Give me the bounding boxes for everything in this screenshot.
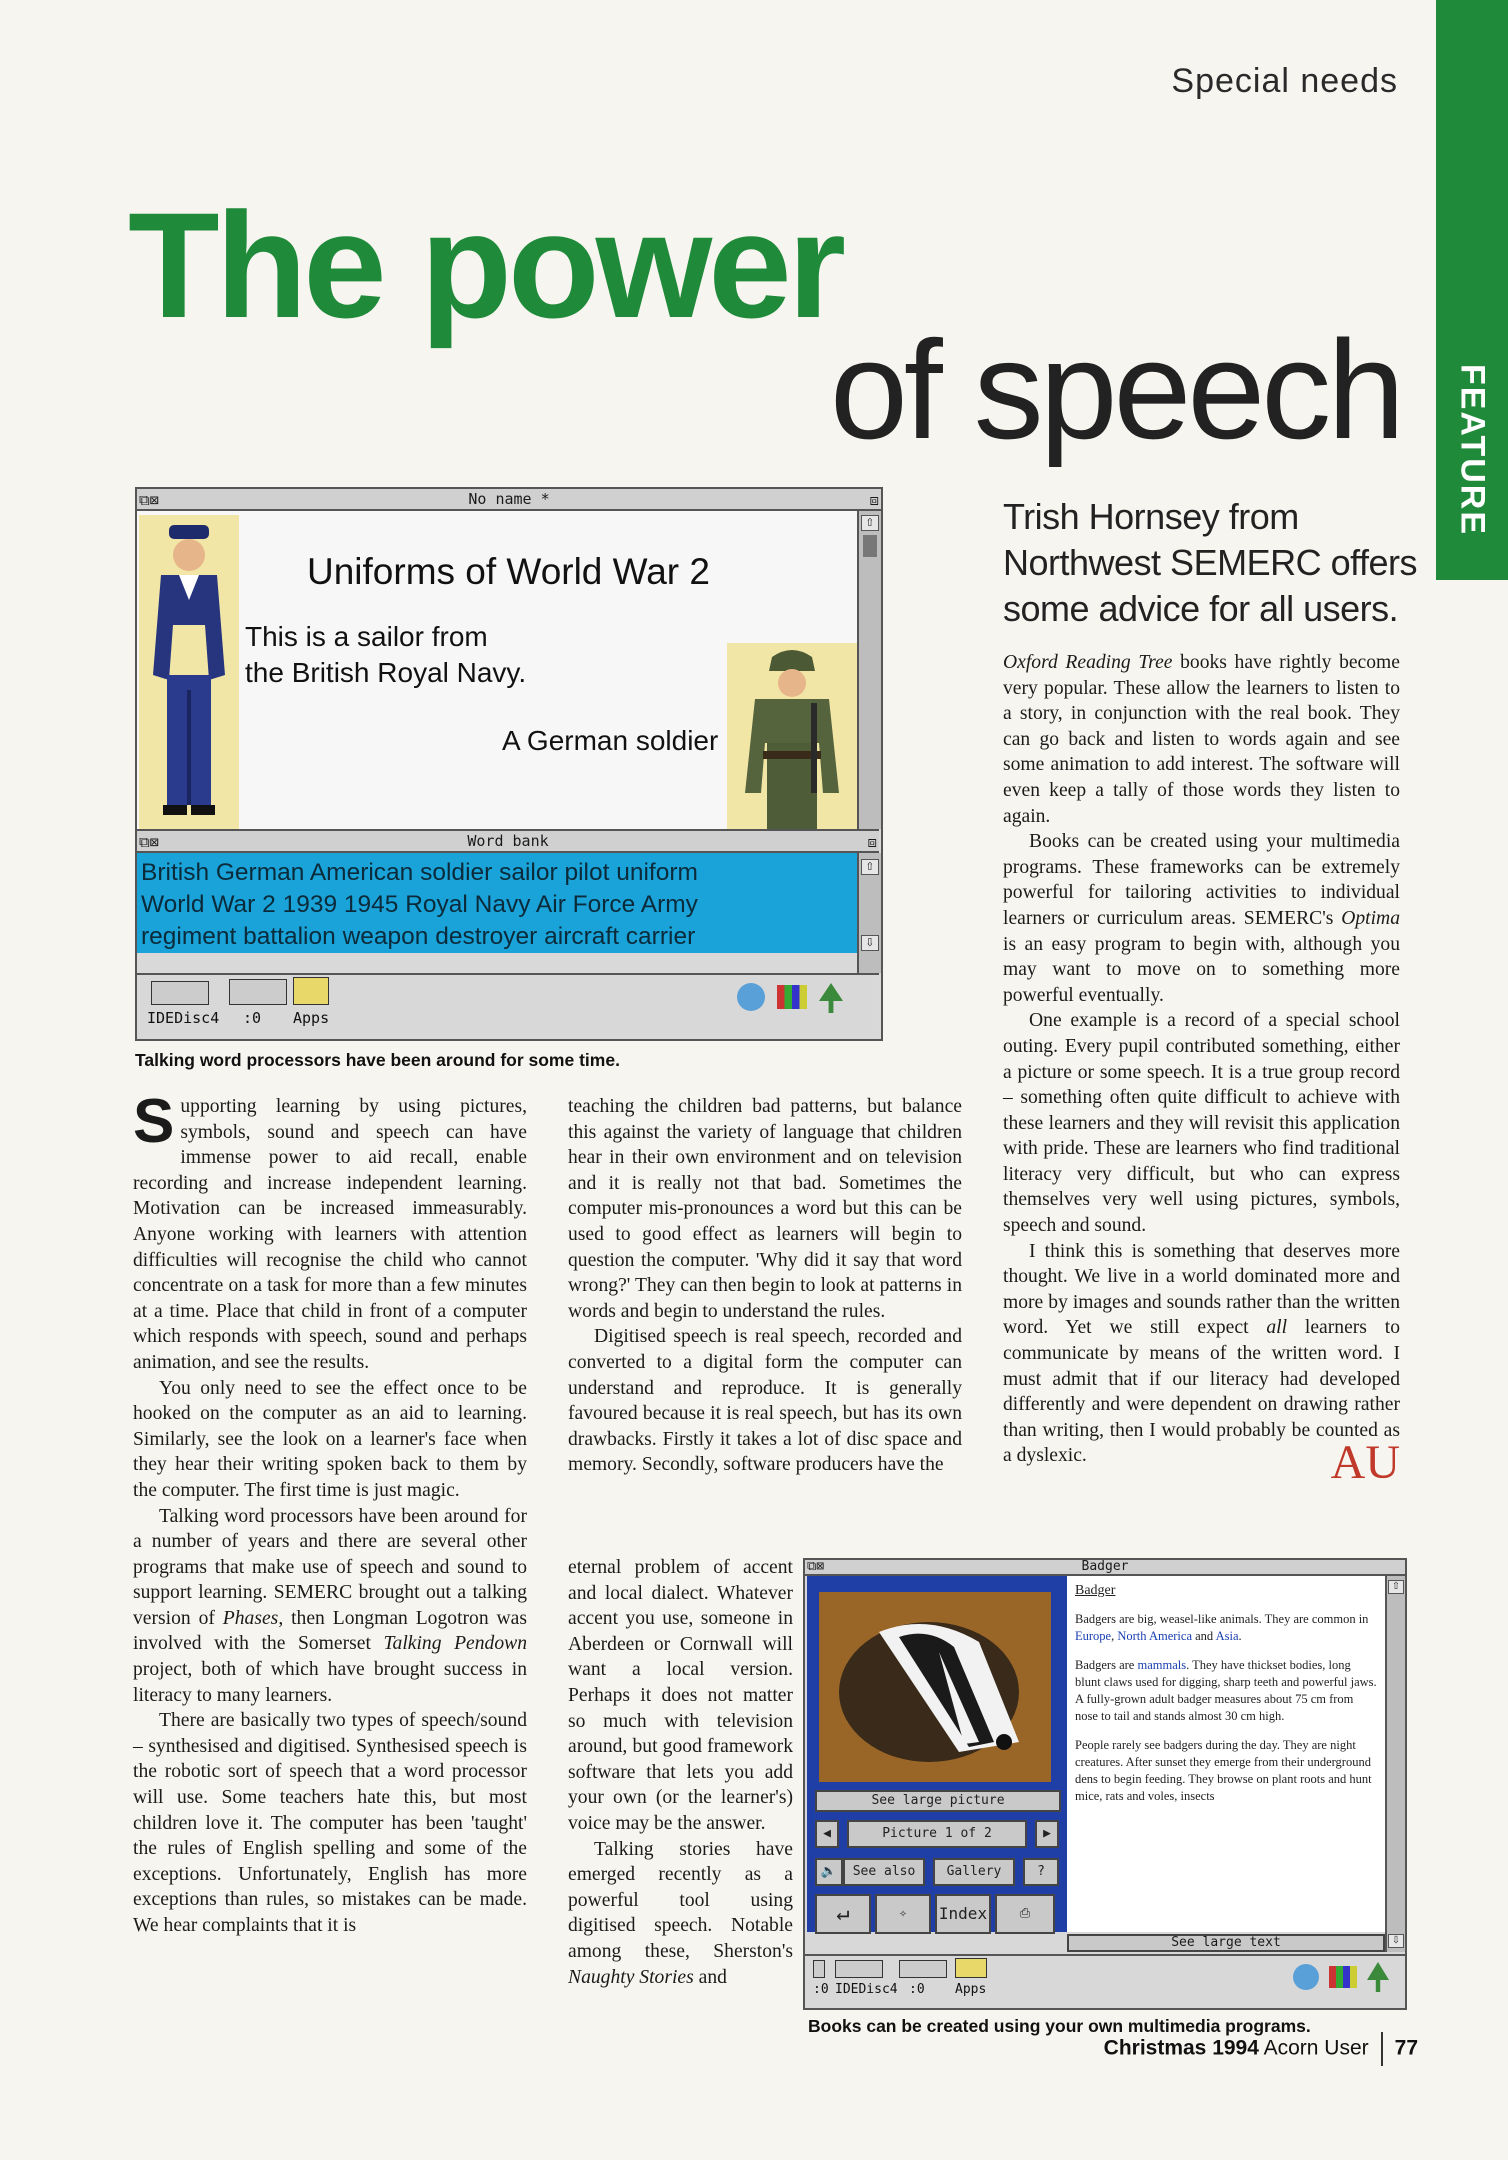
wordbank-scroll-down-icon[interactable]: ⇩ <box>861 935 879 951</box>
title-italic: Oxford Reading Tree <box>1003 652 1173 673</box>
picture-counter: Picture 1 of 2 <box>847 1820 1027 1848</box>
print-icon[interactable]: ⎙ <box>995 1894 1055 1934</box>
harddisc-icon[interactable] <box>151 981 209 1005</box>
drop-cap: S <box>133 1087 175 1156</box>
display-manager-icon[interactable] <box>777 985 807 1009</box>
s2-floppy-icon[interactable] <box>813 1960 825 1978</box>
s2-scroll-up-icon[interactable]: ⇧ <box>1388 1580 1404 1594</box>
wordbank-scrollbar[interactable] <box>857 853 881 973</box>
s2-iconbar-drive0-label: :0 <box>813 1982 829 1997</box>
paragraph-text: Books can be created using your multimedia programs. These frameworks can be extremely powerful for tailoring activities to individual learners or curriculum areas. SEMERC's <box>1003 831 1400 929</box>
headline-line-2: of speech <box>830 311 1402 468</box>
prev-picture-icon[interactable]: ◀ <box>815 1820 839 1848</box>
paragraph <box>1003 1239 1400 1490</box>
map-icon[interactable]: ✧ <box>875 1894 931 1934</box>
s2-harddisc-icon[interactable] <box>835 1960 883 1978</box>
document-heading: Uniforms of World War 2 <box>307 551 710 592</box>
s2-acorn-logo-icon[interactable] <box>1293 1964 1319 1990</box>
floppy-drive-icon[interactable] <box>229 979 287 1005</box>
footer-magazine: Acorn User <box>1263 2036 1369 2060</box>
caption-screenshot-1: Talking word processors have been around for some time. <box>135 1050 620 1070</box>
paragraph-text: learners to communicate by means of the written word. I must admit that if our literacy had developed differently and were dependent on drawing rather than writing, then I would probably be counted as a dyslexic. <box>1003 1317 1400 1467</box>
footer-issue: Christmas 1994 <box>1103 2036 1259 2060</box>
window-close-icon: ⧉⊠ <box>139 491 159 509</box>
s2-text: Badgers are big, weasel-like animals. They are common in <box>1075 1612 1369 1626</box>
soldier-caption: A German soldier <box>502 725 719 756</box>
paragraph: Digitised speech is real speech, recorded and converted to a digital form the computer can understand and reproduce. It is generally favoured because it is real speech, but has its own drawbacks. Firstly it takes a lot of disc space and memory. Secondly, software producers have the <box>568 1326 962 1476</box>
emphasis-italic: all <box>1266 1317 1288 1339</box>
paragraph <box>1003 829 1400 1008</box>
soldier-picture <box>727 643 857 829</box>
wordbank-area[interactable] <box>137 853 857 953</box>
article-column-1 <box>133 1087 527 1939</box>
paragraph <box>568 1837 793 1991</box>
wordbank-scroll-up-icon[interactable]: ⇧ <box>861 859 879 875</box>
iconbar-apps-label: Apps <box>293 1009 330 1027</box>
sailor-caption-line-2: the British Royal Navy. <box>245 657 527 688</box>
document-area <box>137 511 857 829</box>
s2-display-manager-icon[interactable] <box>1329 1966 1357 1988</box>
s2-iconbar-apps-label: Apps <box>955 1982 987 1997</box>
tree-icon[interactable] <box>819 983 843 1013</box>
s2-scroll-down-icon[interactable]: ⇩ <box>1388 1934 1404 1948</box>
caption-screenshot-2: Books can be created using your own multimedia programs. <box>808 2016 1311 2036</box>
title-italic: Talking Pendown <box>383 1633 527 1655</box>
s2-iconbar-drive-label: :0 <box>909 1982 925 1997</box>
standfirst: Trish Hornsey from Northwest SEMERC offers some advice for all users. <box>1003 496 1417 629</box>
title-italic: Naughty Stories <box>568 1966 694 1988</box>
s2-paragraph <box>1075 1611 1377 1645</box>
s2-window-title: Badger <box>1081 1559 1129 1574</box>
see-large-picture-button[interactable]: See large picture <box>815 1790 1061 1812</box>
feature-tab <box>1436 0 1508 580</box>
footer-separator <box>1381 2032 1383 2066</box>
link-north-america[interactable]: North America <box>1117 1629 1192 1643</box>
acorn-logo-icon[interactable] <box>737 983 765 1011</box>
title-italic: Optima <box>1341 907 1400 929</box>
screenshot-word-processor <box>135 487 883 1041</box>
paragraph-text: , then Longman Logotron was involved with the Somerset <box>133 1607 527 1655</box>
sailor-picture <box>139 515 239 829</box>
wordbank-line: regiment battalion weapon destroyer aircraft carrier <box>141 923 696 950</box>
return-icon[interactable]: ↵ <box>815 1894 871 1934</box>
section-label: Special needs <box>1171 62 1398 100</box>
paragraph <box>1003 650 1400 829</box>
see-large-text-button[interactable]: See large text <box>1067 1934 1385 1952</box>
article-column-3 <box>1003 650 1400 1490</box>
next-picture-icon[interactable]: ▶ <box>1035 1820 1059 1848</box>
wordbank-title: Word bank <box>467 832 549 850</box>
sailor-caption-line-1: This is a sailor from <box>245 621 488 652</box>
wordbank-line: British German American soldier sailor pilot uniform <box>141 859 698 886</box>
window-titlebar <box>137 489 881 511</box>
gallery-button[interactable]: Gallery <box>933 1858 1015 1886</box>
help-icon[interactable]: ? <box>1023 1858 1059 1886</box>
s2-text: Badgers are <box>1075 1658 1138 1672</box>
apps-icon[interactable] <box>293 977 329 1005</box>
s2-apps-icon[interactable] <box>955 1958 987 1978</box>
page-footer <box>1104 2032 1418 2066</box>
paragraph-text: I think this is something that deserves more thought. We live in a world dominated more and more by images and sounds rather than the written word. Yet we still expect <box>1003 1240 1400 1339</box>
paragraph-text: Talking word processors have been around for a number of years and there are several other programs that make use of speech and sound to support learning. SEMERC brought out a talking version of <box>133 1505 527 1629</box>
paragraph-text: project, both of which have brought success in literacy to many learners. <box>133 1659 527 1706</box>
s2-text-panel <box>1067 1576 1385 1932</box>
s2-text: . <box>1238 1629 1242 1643</box>
s2-tree-icon[interactable] <box>1367 1962 1389 1992</box>
link-mammals[interactable]: mammals <box>1137 1658 1187 1672</box>
sailor-figure-icon <box>139 515 239 829</box>
paragraph-text: books have rightly become very popular. These allow the learners to listen to a story, in conjunction with the real book. They can go back and listen to words again and see some animation to add interest. The software will even keep a tally of those words they listen to again. <box>1003 652 1400 827</box>
paragraph-text: is an easy program to begin with, although you may want to move on to something more powerful eventually. <box>1003 933 1400 1006</box>
page-number: 77 <box>1394 2036 1418 2060</box>
iconbar <box>137 973 879 1039</box>
paragraph: eternal problem of accent and local dialect. Whatever accent you use, someone in Aberdeen or Cornwall will want a local version. Perhaps it does not matter so much with television around, but good framework software that lets you add your own (or the learner's) voice may be the answer. <box>568 1557 793 1834</box>
s2-text-heading: Badger <box>1075 1583 1116 1598</box>
screenshot-multimedia <box>803 1558 1407 2010</box>
paragraph <box>133 1504 527 1709</box>
article-column-2-top <box>568 1094 962 1478</box>
scroll-up-icon[interactable]: ⇧ <box>861 515 879 531</box>
paragraph: upporting learning by using pictures, symbols, sound and speech can have immense power to aid recall, enable recording and increase independent learning. Motivation can be increased immeasurably. Anyone working with learners with attention difficulties will recognise the child who cannot concentrate on a task for more than a few minutes at a time. Place that child in front of a computer which responds with speech, sound and perhaps animation, and see the results. <box>133 1096 527 1373</box>
speaker-icon[interactable]: 🔈 <box>815 1858 843 1886</box>
paragraph: There are basically two types of speech/sound – synthesised and digitised. Synthesised speech is the robotic sort of speech that a word processor will use. Some teachers hate this, but most children love it. The computer has been 'taught' the rules of English spelling and some of the exceptions. Unfortunately, English has more exceptions than rules, so mistakes can be made. We hear complaints that it is <box>133 1710 527 1936</box>
article-column-2-bottom <box>568 1555 793 1990</box>
window-toggle-size-icon: ⧈ <box>869 491 879 509</box>
link-asia[interactable]: Asia <box>1215 1629 1239 1643</box>
s2-text: , <box>1111 1629 1118 1643</box>
s2-iconbar <box>805 1954 1405 2008</box>
document-scrollbar[interactable] <box>857 511 881 829</box>
s2-text: . They have thickset bodies, long blunt claws used for digging, sharp teeth and powerful jaws. A fully-grown adult badger measures about 75 cm from nose to tail and stands almost 30 cm high. <box>1075 1658 1377 1723</box>
see-also-button[interactable]: See also <box>843 1858 925 1886</box>
s2-picture-panel <box>807 1576 1067 1932</box>
paragraph: You only need to see the effect once to be hooked on the computer as an aid to learning. Similarly, see the look on a learner's face when they hear their writing spoken back to them by the computer. The first time is just magic. <box>133 1377 527 1501</box>
index-button[interactable]: Index <box>935 1894 991 1934</box>
end-mark: AU <box>1330 1436 1400 1490</box>
s2-text: and <box>1192 1629 1216 1643</box>
iconbar-drive-label: :0 <box>243 1009 262 1027</box>
s2-paragraph: People rarely see badgers during the day. They are night creatures. After sunset they emerge from their underground dens to begin feeding. They browse on plant roots and hunt mice, rats and voles, insects <box>1075 1738 1372 1803</box>
s2-iconbar-disc-label: IDEDisc4 <box>835 1982 898 1997</box>
s2-titlebar <box>805 1560 1405 1576</box>
paragraph-text: and <box>698 1966 727 1988</box>
soldier-figure-icon <box>727 643 857 829</box>
wordbank-titlebar <box>137 829 879 853</box>
feature-tab-label: FEATURE <box>1453 363 1492 537</box>
s2-scrollbar[interactable] <box>1385 1576 1405 1952</box>
headline-line-1: The power <box>128 181 843 349</box>
s2-paragraph <box>1075 1657 1377 1725</box>
badger-picture <box>819 1592 1051 1782</box>
s2-close-icon: ⧉⊠ <box>807 1559 825 1574</box>
wordbank-line: World War 2 1939 1945 Royal Navy Air Force Army <box>141 891 698 918</box>
iconbar-disc-label: IDEDisc4 <box>147 1009 220 1027</box>
link-europe[interactable]: Europe <box>1075 1629 1112 1643</box>
wordbank-close-icon: ⧉⊠ <box>139 833 159 851</box>
wordbank-toggle-size-icon: ⧈ <box>867 833 877 851</box>
paragraph-text: Talking stories have emerged recently as a powerful tool using digitised speech. Notable among these, Sherston's <box>568 1838 793 1962</box>
paragraph: teaching the children bad patterns, but balance this against the variety of language that children hear in their own environment and on television and it is really not that bad. Sometimes the computer mis-pronounces a word but this can be used to good effect as learners will begin to question the computer. 'Why did it say that word wrong?' They can then begin to look at patterns in words and begin to understand the rules. <box>568 1096 962 1322</box>
paragraph: One example is a record of a special school outing. Every pupil contributed something, either a picture or some speech. It is a true group record – something often quite difficult to achieve with these learners and they will revisit this application with pride. These are learners who find traditional literacy very difficult, but who can express themselves very well using pictures, symbols, speech and sound. <box>1003 1010 1400 1237</box>
title-italic: Phases <box>222 1607 279 1629</box>
scroll-thumb[interactable] <box>863 535 877 557</box>
sailor-caption <box>245 619 526 691</box>
s2-floppy-drive-icon[interactable] <box>899 1960 947 1978</box>
badger-image-icon <box>819 1592 1051 1782</box>
window-title: No name * <box>468 490 550 508</box>
